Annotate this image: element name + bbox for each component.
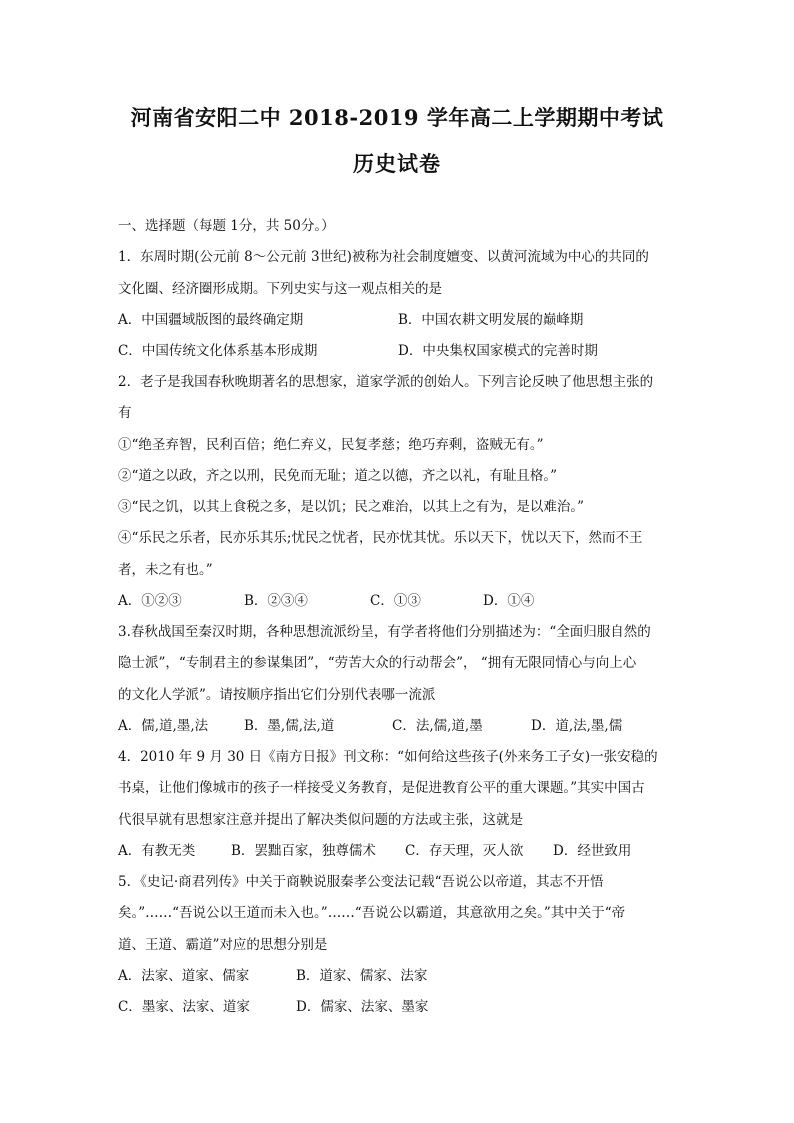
question-3-stem-line-2: 隐士派”，“专制君主的参谋集团”，“劳苦大众的行动帮会”， “拥有无限同情心与向上心 [118, 655, 637, 671]
question-5-option-a: A．法家、道家、儒家 [118, 968, 250, 984]
question-4-option-b: B．罢黜百家，独尊儒术 [231, 843, 376, 859]
question-3-option-b: B．墨,儒,法,道 [244, 718, 335, 734]
question-5-option-c: C．墨家、法家、道家 [118, 999, 250, 1015]
question-2-option-d: D．①④ [483, 593, 535, 609]
question-3-stem-line-1: 3.春秋战国至秦汉时期，各种思想流派纷呈，有学者将他们分别描述为：“全面归服自然的 [118, 624, 651, 640]
question-3-option-c: C．法,儒,道,墨 [392, 718, 483, 734]
question-3-option-a: A．儒,道,墨,法 [118, 718, 209, 734]
question-4-stem-line-1: 4．2010 年 9 月 30 日《南方日报》刊文称：“如何给这些孩子(外来务工子女)一张安稳的 [118, 749, 658, 765]
question-2-stem-line-2: 有 [118, 405, 132, 421]
question-1-option-a: A．中国疆域版图的最终确定期 [118, 312, 304, 328]
question-3-stem-line-3: 的文化人学派”。请按顺序指出它们分别代表哪一流派 [118, 687, 436, 703]
question-2-stem-line-1: 2．老子是我国春秋晚期著名的思想家，道家学派的创始人。下列言论反映了他思想主张的 [118, 374, 654, 390]
question-4-option-a: A．有教无类 [118, 843, 196, 859]
question-2-statement-1: ①“绝圣弃智，民利百倍；绝仁弃义，民复孝慈；绝巧弃剩，盗贼无有。” [118, 437, 544, 453]
question-2-statement-2: ②“道之以政，齐之以刑，民免而无耻；道之以德，齐之以礼，有耻且格。” [118, 468, 558, 484]
question-2-statement-4-line-2: 者，未之有也。” [118, 562, 213, 578]
question-2-statement-4-line-1: ④“乐民之乐者，民亦乐其乐;忧民之忧者，民亦忧其忧。乐以天下，忧以天下，然而不王 [118, 530, 643, 546]
question-2-option-a: A．①②③ [118, 593, 182, 609]
question-1-stem-line-1: 1．东周时期(公元前 8～公元前 3世纪)被称为社会制度嬗变、以黄河流域为中心的共同的 [118, 249, 649, 265]
question-3-option-d: D．道,法,墨,儒 [531, 718, 623, 734]
question-4-stem-line-2: 书桌，让他们像城市的孩子一样接受义务教育，是促进教育公平的重大课题。”其实中国古 [118, 780, 645, 796]
question-2-statement-3: ③“民之饥，以其上食税之多，是以饥；民之难治，以其上之有为，是以难治。” [118, 499, 585, 515]
question-5-option-d: D．儒家、法家、墨家 [296, 999, 429, 1015]
question-2-option-c: C．①③ [370, 593, 421, 609]
question-4-option-c: C．存天理，灭人欲 [405, 843, 524, 859]
exam-title: 河南省安阳二中 2018-2019 学年高二上学期期中考试 [130, 105, 664, 130]
question-1-option-d: D．中央集权国家模式的完善时期 [398, 343, 598, 359]
exam-subtitle: 历史试卷 [353, 151, 441, 176]
question-2-option-b: B．②③④ [244, 593, 308, 609]
question-4-option-d: D．经世致用 [553, 843, 632, 859]
question-5-option-b: B．道家、儒家、法家 [296, 968, 428, 984]
question-5-stem-line-1: 5．《史记·商君列传》中关于商鞅说服秦孝公变法记载“吾说公以帝道，其志不开悟 [118, 874, 604, 890]
question-5-stem-line-2: 矣。”……“吾说公以王道而未入也。”……“吾说公以霸道，其意欲用之矣。”其中关于“帝 [118, 905, 626, 921]
question-1-stem-line-2: 文化圈、经济圈形成期。下列史实与这一观点相关的是 [118, 281, 442, 297]
question-1-option-c: C．中国传统文化体系基本形成期 [118, 343, 318, 359]
question-4-stem-line-3: 代很早就有思想家注意并提出了解决类似问题的方法或主张，这就是 [118, 812, 523, 828]
question-1-option-b: B．中国农耕文明发展的巅峰期 [398, 312, 584, 328]
question-5-stem-line-3: 道、王道、霸道”对应的思想分别是 [118, 937, 328, 953]
section-heading: 一、选择题（每题 1分，共 50分。） [118, 218, 335, 234]
